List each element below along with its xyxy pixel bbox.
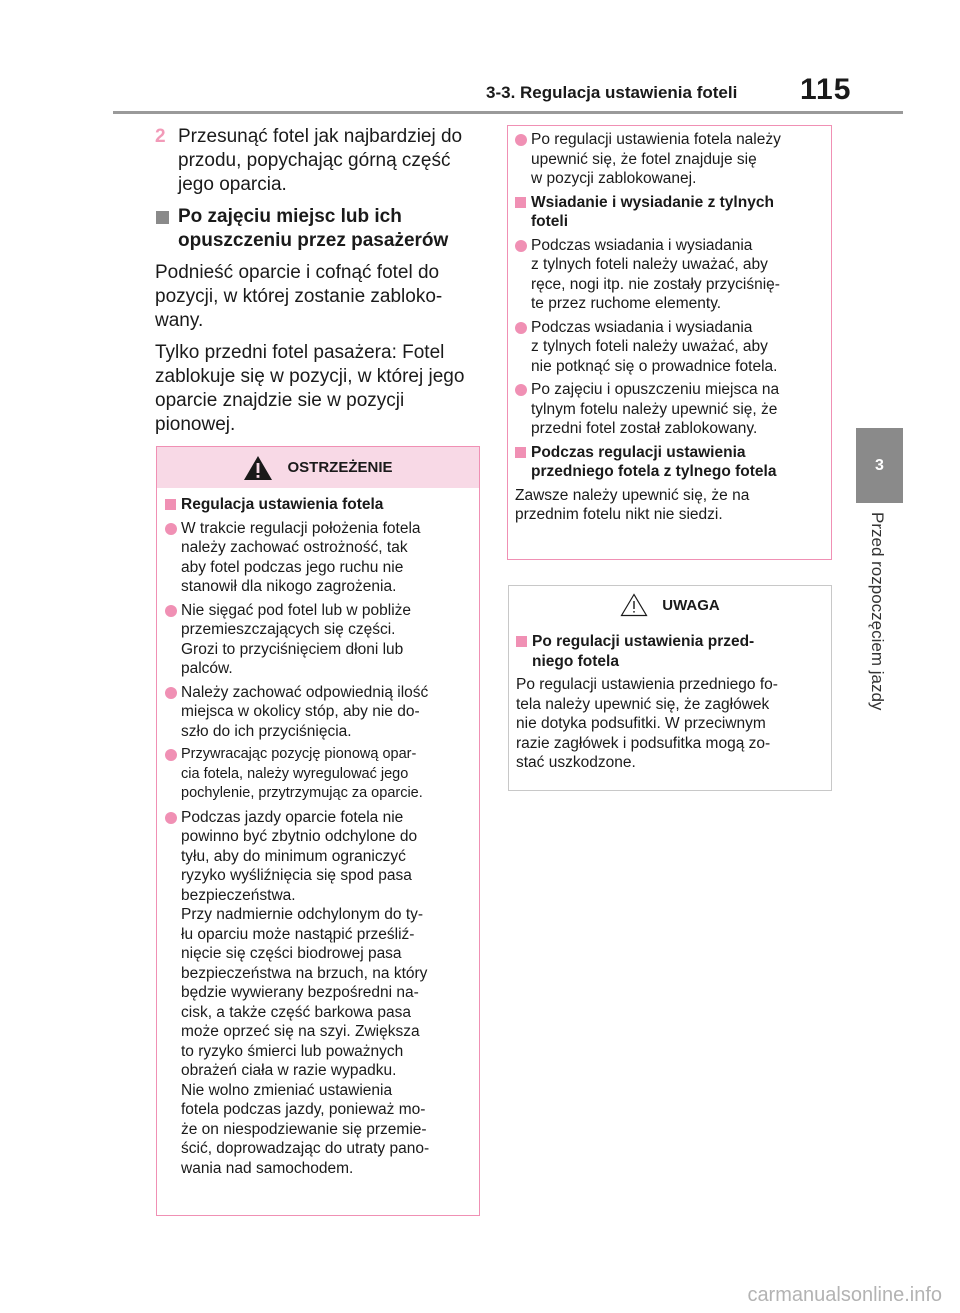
step-2	[155, 125, 475, 197]
warning-heading	[165, 495, 471, 515]
list-item: Po regulacji ustawienia fotela należy upewnić się, że fotel znajduje się w pozycji zablokowanej.	[515, 130, 824, 189]
warning-triangle-icon	[243, 455, 273, 481]
notice-box	[508, 585, 832, 791]
warning-heading-text: Regulacja ustawienia fotela	[181, 496, 384, 513]
section-title: 3-3. Regulacja ustawienia foteli	[486, 83, 738, 102]
continued-heading: Podczas regulacji ustawienia przedniego fotela z tylnego fotela	[515, 443, 824, 482]
notice-paragraph: Po regulacji ustawienia przedniego fo- tela należy upewnić się, że zagłówek nie dotyka podsufitki. W przeciwnym razie zagłówek i podsufitka mogą zo- stać uszkodzone.	[516, 676, 778, 771]
list-item: Podczas wsiadania i wysiadania z tylnych foteli należy uważać, aby nie potknąć się o prowadnice fotela.	[515, 318, 824, 377]
left-column	[155, 125, 475, 445]
notice-box-header	[509, 586, 831, 624]
list-item: W trakcie regulacji położenia fotela należy zachować ostrożność, tak aby fotel podczas jego ruchu nie stanowił dla nikogo zagrożenia.	[165, 519, 471, 597]
bullet-icon	[515, 322, 527, 334]
continued-box-body	[508, 126, 831, 525]
bullet-icon	[515, 384, 527, 396]
header-divider	[113, 111, 903, 114]
square-bullet-icon	[515, 447, 526, 458]
caution-triangle-icon	[620, 593, 648, 617]
list-item: Podczas wsiadania i wysiadania z tylnych foteli należy uważać, aby ręce, nogi itp. nie zostały przyciśnię- te przez ruchome elementy.	[515, 236, 824, 314]
notice-box-body	[509, 624, 831, 773]
list-item: Przywracając pozycję pionową opar- cia fotela, należy wyregulować jego pochylenie, przytrzymując za oparcie.	[165, 745, 471, 804]
list-item: Należy zachować odpowiednią ilość miejsca w okolicy stóp, aby nie do- szło do ich przyciśnięcia.	[165, 683, 471, 742]
subheading-text: Po zajęciu miejsc lub ich opuszczeniu przez pasażerów	[178, 206, 449, 251]
chapter-title: Przed rozpoczęciem jazdy	[868, 512, 887, 711]
bullet-icon	[165, 812, 177, 824]
notice-heading: Po regulacji ustawienia przed- niego fotela	[516, 632, 824, 671]
bullet-icon	[515, 240, 527, 252]
square-bullet-icon	[156, 211, 169, 224]
paragraph: Tylko przedni fotel pasażera: Fotel zablokuje się w pozycji, w której jego oparcie znajdzie sie w pozycji pionowej.	[155, 342, 465, 435]
notice-title: UWAGA	[662, 596, 720, 614]
list-item: Nie sięgać pod fotel lub w pobliże przemieszczających się części. Grozi to przyciśnięciem dłoni lub palców.	[165, 601, 471, 679]
watermark: carmanualsonline.info	[747, 1284, 942, 1306]
warning-title: OSTRZEŻENIE	[287, 459, 393, 476]
page-number: 115	[800, 73, 852, 106]
bullet-icon	[165, 749, 177, 761]
warning-box	[156, 446, 480, 1216]
subheading	[155, 205, 475, 253]
paragraph: Podnieść oparcie i cofnąć fotel do pozycji, w której zostanie zabloko- wany.	[155, 262, 443, 331]
bullet-icon	[515, 134, 527, 146]
continued-heading: Wsiadanie i wysiadanie z tylnych foteli	[515, 193, 824, 232]
square-bullet-icon	[515, 197, 526, 208]
bullet-icon	[165, 605, 177, 617]
bullet-icon	[165, 523, 177, 535]
warning-box-header	[157, 447, 479, 488]
chapter-tab: 3	[856, 428, 903, 503]
square-bullet-icon	[516, 636, 527, 647]
continued-warning-box	[507, 125, 832, 560]
bullet-icon	[165, 687, 177, 699]
warning-box-body	[157, 488, 479, 1178]
list-item: Podczas jazdy oparcie fotela nie powinno być zbytnio odchylone do tyłu, aby do minimum ograniczyć ryzyko wyśliźnięcia się spod pasa bezpieczeństwa. Przy nadmiernie odchylonym do ty- łu oparciu może nastąpić prześliź- nięcie się części biodrowej pasa bezpieczeństwa na brzuch, na który będzie wywierany bezpośredni na- cisk, a także część barkowa pasa może oprzeć się na szyi. Zwiększa to ryzyko śmierci lub poważnych obrażeń ciała w razie wypadku. Nie wolno zmieniać ustawienia fotela podczas jazdy, ponieważ mo- że on niespodziewanie się przemie- ścić, doprowadzając do utraty pano- wania nad samochodem.	[165, 808, 471, 1179]
square-bullet-icon	[165, 499, 176, 510]
step-text: Przesunąć fotel jak najbardziej do przodu, popychając górną część jego oparcia.	[178, 126, 463, 195]
continued-paragraph: Zawsze należy upewnić się, że na przednim fotelu nikt nie siedzi.	[515, 486, 750, 523]
step-number: 2	[155, 126, 166, 147]
list-item: Po zajęciu i opuszczeniu miejsca na tylnym fotelu należy upewnić się, że przedni fotel został zablokowany.	[515, 380, 824, 439]
